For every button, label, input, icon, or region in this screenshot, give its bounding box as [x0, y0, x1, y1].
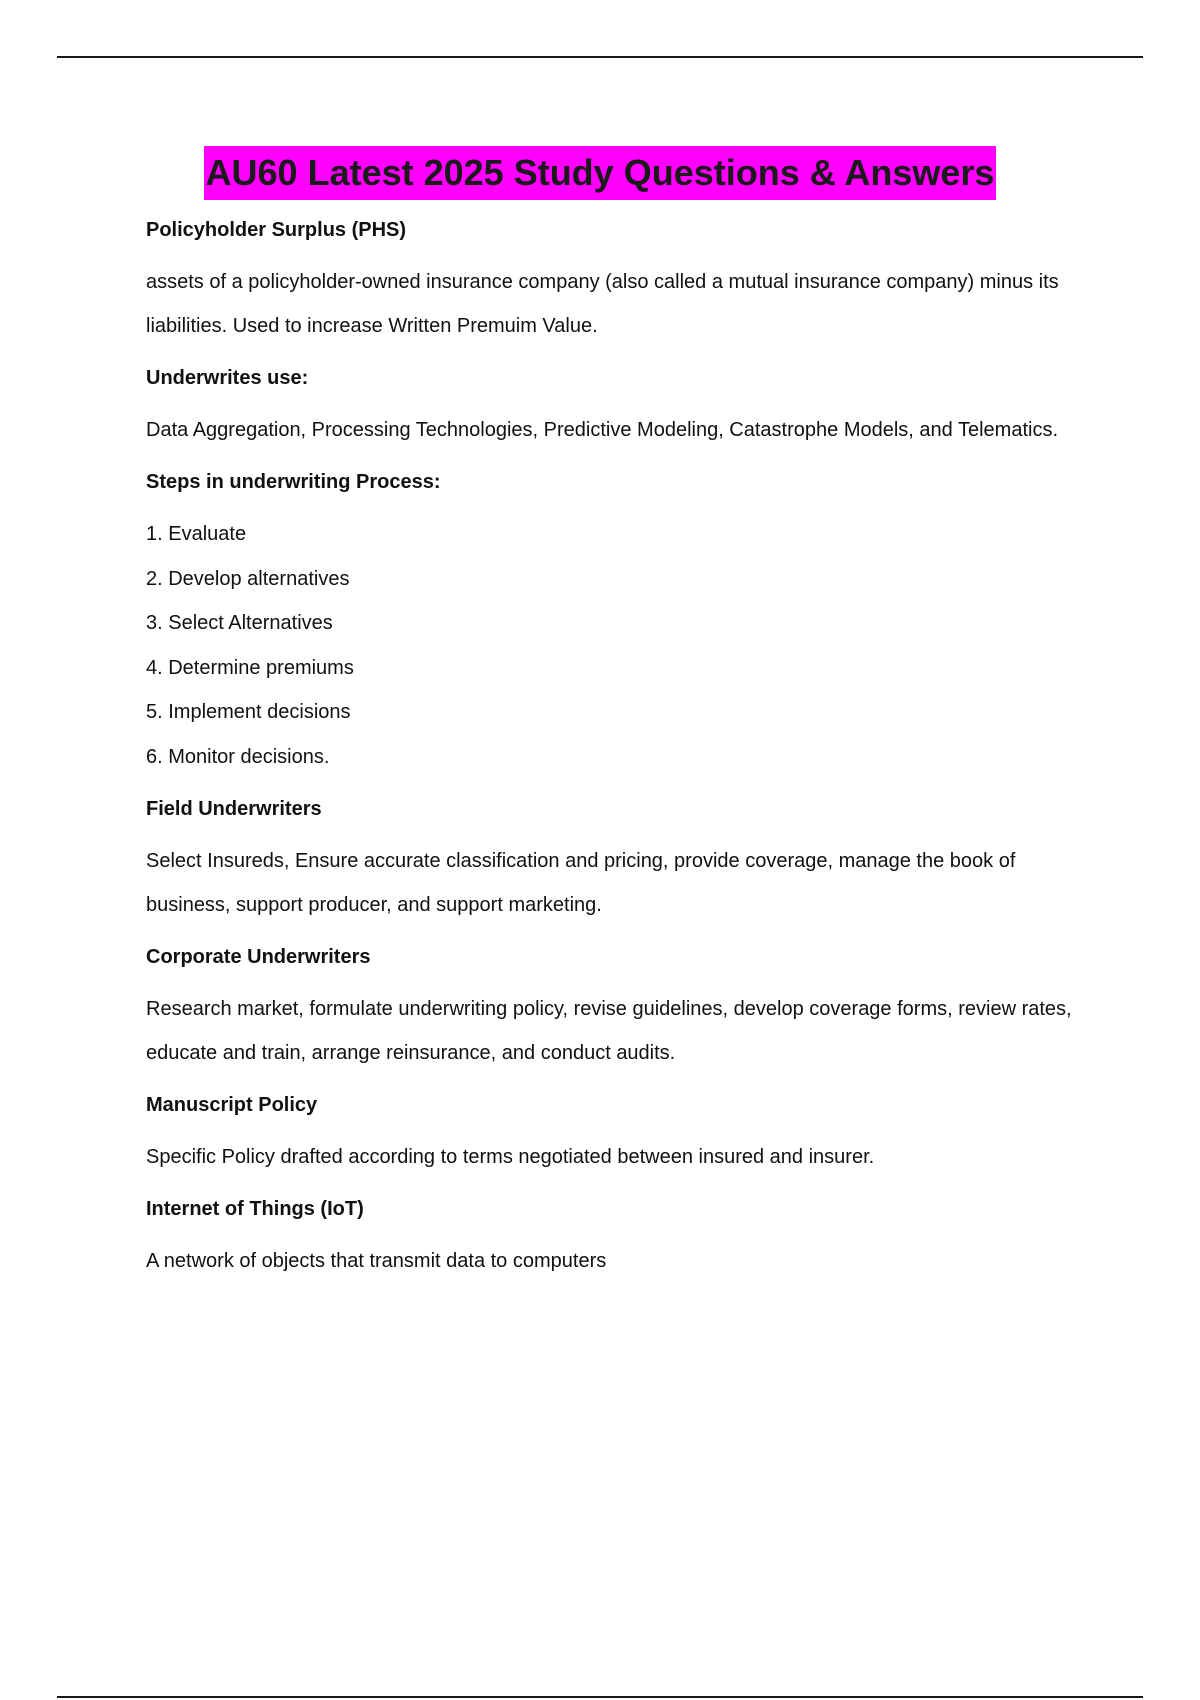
document-title: AU60 Latest 2025 Study Questions & Answers: [204, 146, 997, 200]
list-item: 5. Implement decisions: [146, 701, 351, 723]
list-item: 4. Determine premiums: [146, 656, 354, 679]
list-item: 6. Monitor decisions.: [146, 745, 330, 768]
term-definition: Data Aggregation, Processing Technologies, Predictive Modeling, Catastrophe Models, and Telematics.: [146, 419, 1059, 441]
term-heading: Internet of Things (IoT): [146, 1198, 364, 1220]
list-item: 3. Select Alternatives: [146, 612, 333, 634]
list-item: 1. Evaluate: [146, 523, 247, 545]
term-heading: Policyholder Surplus (PHS): [146, 219, 407, 241]
bottom-rule: [57, 1696, 1143, 1698]
term-heading: Steps in underwriting Process:: [146, 471, 441, 493]
term-definition: Research market, formulate underwriting policy, revise guidelines, develop coverage forms, review rates, educate and train, arrange reinsurance, and conduct audits.: [146, 998, 1072, 1064]
qa-content: [146, 216, 1086, 1283]
term-heading: Field Underwriters: [146, 798, 322, 820]
title-block: [0, 146, 1200, 200]
term-definition: A network of objects that transmit data to computers: [146, 1250, 607, 1272]
term-heading: Underwrites use:: [146, 367, 309, 389]
term-heading: Corporate Underwriters: [146, 946, 371, 968]
term-definition: assets of a policyholder-owned insurance company (also called a mutual insurance company) minus its liabilities. Used to increase Written Premuim Value.: [146, 271, 1059, 337]
underwriting-steps-list: [146, 512, 1086, 779]
list-item: 2. Develop alternatives: [146, 567, 350, 590]
top-rule: [57, 56, 1143, 58]
term-heading: Manuscript Policy: [146, 1094, 318, 1116]
term-definition: Specific Policy drafted according to terms negotiated between insured and insurer.: [146, 1146, 875, 1168]
term-definition: Select Insureds, Ensure accurate classification and pricing, provide coverage, manage the book of business, support producer, and support marketing.: [146, 850, 1016, 916]
